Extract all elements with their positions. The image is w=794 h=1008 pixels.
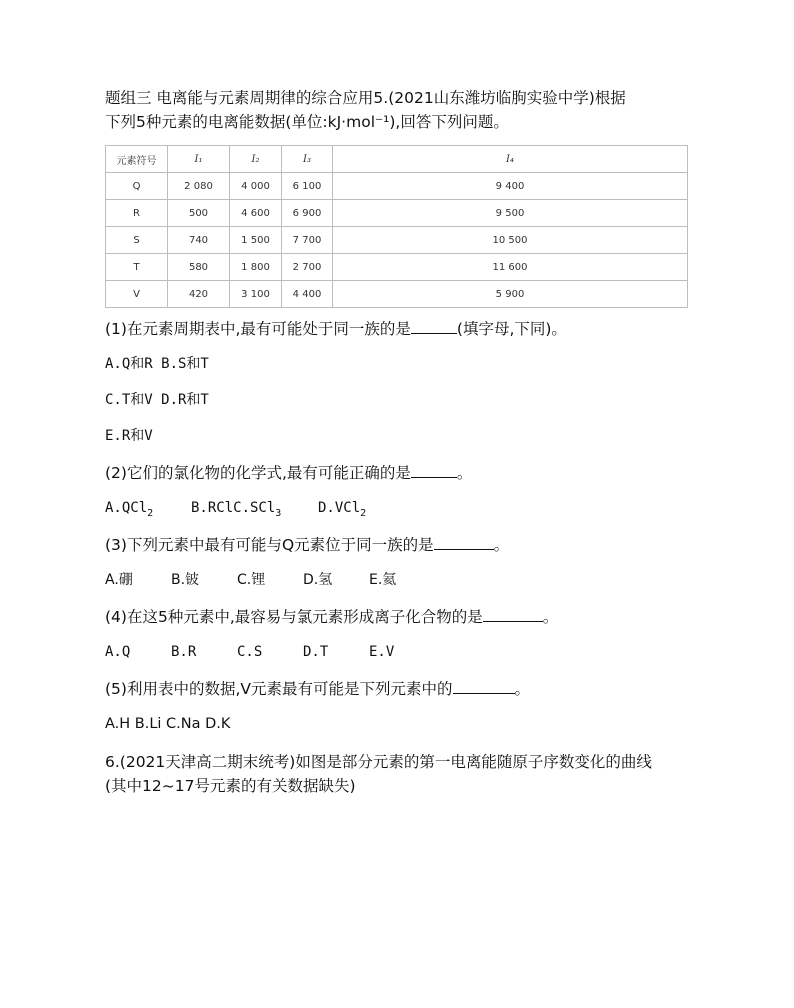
question-6-line-1: 6.(2021天津高二期末统考)如图是部分元素的第一电离能随原子序数变化的曲线	[105, 753, 652, 771]
table-cell: 10 500	[333, 227, 688, 254]
q2-option-d-sub: 2	[360, 507, 367, 519]
q4-option-b: B.R	[171, 644, 197, 660]
table-cell: 5 900	[333, 281, 688, 308]
q2-option-a	[105, 498, 191, 524]
table-cell: 1 800	[230, 254, 282, 281]
header-cell: I₁	[168, 146, 230, 173]
header-cell: I₄	[333, 146, 688, 173]
table-cell: Q	[106, 173, 168, 200]
table-cell: 9 500	[333, 200, 688, 227]
q2-option-bc-sub: 3	[275, 507, 282, 519]
title-line-2: 下列5种元素的电离能数据(单位:kJ·mol⁻¹),回答下列问题。	[105, 113, 509, 131]
table-row	[106, 254, 688, 281]
q1-stem-before: (1)在元素周期表中,最有可能处于同一族的是	[105, 320, 411, 338]
q2-option-d	[318, 498, 366, 524]
table-row	[106, 227, 688, 254]
q4-stem-after: 。	[542, 608, 559, 626]
q1-options-line-3: E.R和V	[105, 428, 153, 444]
table-cell: R	[106, 200, 168, 227]
q2-option-a-text: A.QCl	[105, 500, 148, 516]
table-cell: 420	[168, 281, 230, 308]
q4-option-d: D.T	[303, 644, 329, 660]
question-2-stem	[105, 462, 472, 483]
header-cell: 元素符号	[106, 146, 168, 173]
q5-answer-blank[interactable]	[453, 678, 515, 694]
q3-stem-before: (3)下列元素中最有可能与Q元素位于同一族的是	[105, 536, 434, 554]
table-row	[106, 173, 688, 200]
q1-answer-blank[interactable]	[411, 318, 457, 334]
table-cell: 4 400	[282, 281, 333, 308]
q5-stem-before: (5)利用表中的数据,V元素最有可能是下列元素中的	[105, 680, 453, 698]
q2-option-bc	[191, 498, 318, 524]
q4-answer-blank[interactable]	[483, 606, 543, 622]
table-cell: 7 700	[282, 227, 333, 254]
q2-answer-blank[interactable]	[411, 462, 457, 478]
q3-option-d: D.氢	[303, 572, 333, 588]
q1-options-line-2: C.T和V D.R和T	[105, 392, 209, 408]
table-cell: 2 700	[282, 254, 333, 281]
question-3-stem	[105, 534, 509, 555]
q5-options: A.H B.Li C.Na D.K	[105, 716, 231, 732]
question-6-line-2: (其中12~17号元素的有关数据缺失)	[105, 777, 356, 795]
table-cell: 500	[168, 200, 230, 227]
header-cell: I₃	[282, 146, 333, 173]
table-row	[106, 281, 688, 308]
table-cell: 740	[168, 227, 230, 254]
table-cell: V	[106, 281, 168, 308]
table-header-row	[106, 146, 688, 173]
q4-option-a: A.Q	[105, 644, 131, 660]
q2-option-bc-text: B.RClC.SCl	[191, 500, 276, 516]
q3-option-e: E.氦	[369, 572, 397, 588]
q1-stem-after: (填字母,下同)。	[456, 320, 567, 338]
table-cell: T	[106, 254, 168, 281]
q5-stem-after: 。	[514, 680, 531, 698]
q2-option-a-sub: 2	[147, 507, 154, 519]
table-cell: 1 500	[230, 227, 282, 254]
q2-stem-after: 。	[456, 464, 473, 482]
table-cell: 580	[168, 254, 230, 281]
header-cell: I₂	[230, 146, 282, 173]
table-cell: 6 900	[282, 200, 333, 227]
question-5-stem	[105, 678, 530, 699]
table-row	[106, 200, 688, 227]
table-cell: 9 400	[333, 173, 688, 200]
q3-options	[105, 570, 396, 590]
table-cell: 6 100	[282, 173, 333, 200]
q3-option-a: A.硼	[105, 572, 133, 588]
table-cell: 2 080	[168, 173, 230, 200]
question-1-stem	[105, 318, 567, 339]
q2-stem-before: (2)它们的氯化物的化学式,最有可能正确的是	[105, 464, 411, 482]
q1-options-line-1: A.Q和R B.S和T	[105, 356, 209, 372]
table-cell: S	[106, 227, 168, 254]
table-cell: 3 100	[230, 281, 282, 308]
table-cell: 4 600	[230, 200, 282, 227]
q4-options	[105, 642, 394, 662]
q4-option-e: E.V	[369, 644, 395, 660]
q3-option-c: C.锂	[237, 572, 266, 588]
q3-stem-after: 。	[493, 536, 510, 554]
table-cell: 11 600	[333, 254, 688, 281]
ionization-energy-table	[105, 145, 688, 308]
question-4-stem	[105, 606, 558, 627]
q3-answer-blank[interactable]	[434, 534, 494, 550]
q4-stem-before: (4)在这5种元素中,最容易与氯元素形成离子化合物的是	[105, 608, 483, 626]
q2-options	[105, 498, 366, 524]
q2-option-d-text: D.VCl	[318, 500, 361, 516]
q3-option-b: B.铍	[171, 572, 200, 588]
q4-option-c: C.S	[237, 644, 263, 660]
table-cell: 4 000	[230, 173, 282, 200]
title-line-1: 题组三 电离能与元素周期律的综合应用5.(2021山东潍坊临朐实验中学)根据	[105, 89, 626, 107]
